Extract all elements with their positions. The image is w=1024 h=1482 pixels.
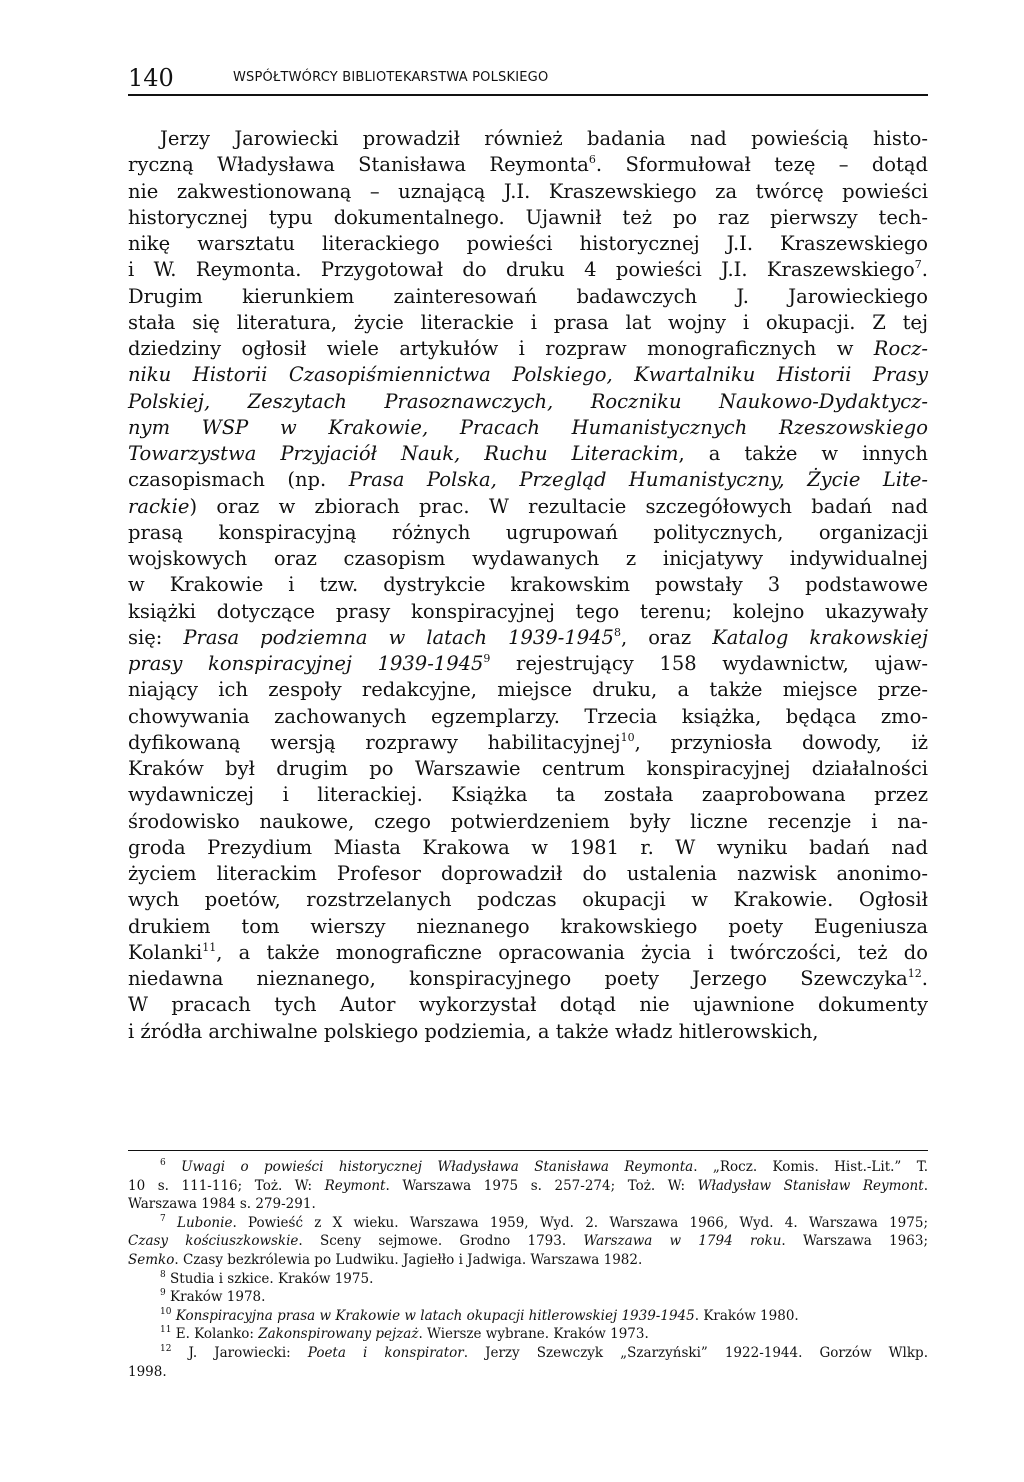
text-line: nikę warsztatu literackiego powieści historycznej J.I. Kraszewskiego: [128, 232, 928, 255]
text-line: prasą konspiracyjną różnych ugrupowań politycznych, organizacji: [128, 520, 928, 544]
footnote-ref: 10: [620, 730, 635, 744]
footnote-ref: 9: [483, 652, 491, 665]
text-line: życiem literackim Profesor doprowadził do ustalenia nazwisk anonimo-: [128, 862, 928, 885]
footnote-number: 8: [160, 1269, 166, 1280]
footnote-line: Czasy kościuszkowskie. Sceny sejmowe. Grodno 1793. Warszawa w 1794 roku. Warszawa 1963;: [128, 1233, 928, 1250]
footnote-line: $^6$ Uwagi o powieści historycznej Władysława Stanisława Reymonta. „Rocz. Komis. Hist.-Lit.” T.: [160, 1158, 929, 1175]
text-line: się: Prasa podziemna w latach 1939-1945$^8$, oraz Katalog krakowskiej: [128, 625, 928, 649]
text-line: prasy konspiracyjnej 1939-1945$^9$ rejestrujący 158 wydawnictw, ujaw-: [128, 652, 928, 675]
footnote-line: 1998.: [128, 1363, 167, 1380]
text-line: książki dotyczące prasy konspiracyjnej tego terenu; kolejno ukazywały: [128, 599, 928, 623]
footnote-ref: 12: [907, 967, 922, 980]
footnote-line: Semko. Czasy bezkrólewia po Ludwiku. Jagiełło i Jadwiga. Warszawa 1982.: [128, 1251, 643, 1268]
text-line: i W. Reymonta. Przygotował do druku 4 powieści J.I. Kraszewskiego$^7$.: [128, 258, 928, 282]
text-line: wydawniczej i literackiej. Książka ta została zaaprobowana przez: [128, 783, 928, 807]
text-line: i źródła archiwalne polskiego podziemia, a także władz hitlerowskich,: [128, 1019, 819, 1043]
text-line: niku Historii Czasopiśmiennictwa Polskiego, Kwartalniku Historii Prasy: [128, 363, 928, 387]
footnote-line: $^9$ Kraków 1978.: [160, 1288, 266, 1306]
footnote-line: $^7$ Lubonie. Powieść z X wieku. Warszawa 1959, Wyd. 2. Warszawa 1966, Wyd. 4. Warszawa 1975;: [160, 1213, 928, 1231]
text-line: Polskiej, Zeszytach Prasoznawczych, Roczniku Naukowo-Dydaktycz-: [128, 389, 928, 413]
text-line: niający ich zespoły redakcyjne, miejsce druku, a także miejsce prze-: [128, 678, 928, 702]
text-line: Kolanki$^{11}$, a także monograficzne opracowania życia i twórczości, też do: [128, 940, 928, 964]
header-rule: [128, 94, 928, 96]
text-line: wojskowych oraz czasopism wydawanych z inicjatywy indywidualnej: [128, 547, 928, 570]
footnote-line: $^{11}$ E. Kolanko: Zakonspirowany pejzaż. Wiersze wybrane. Kraków 1973.: [160, 1325, 649, 1343]
text-line: chowywania zachowanych egzemplarzy. Trzecia książka, będąca zmo-: [128, 704, 928, 728]
page-number: 140: [128, 64, 174, 92]
text-line: stała się literatura, życie literackie i prasa lat wojny i okupacji. Z tej: [128, 310, 928, 334]
footnotes: [128, 1158, 928, 1381]
text-line: dyfikowaną wersją rozprawy habilitacyjnej$^{10}$, przyniosła dowody, iż: [128, 730, 928, 754]
text-line: nym WSP w Krakowie, Pracach Humanistycznych Rzeszowskiego: [128, 415, 928, 439]
page-header: [128, 64, 928, 92]
text-line: środowisko naukowe, czego potwierdzeniem były liczne recenzje i na-: [128, 809, 928, 833]
text-line: Kraków był drugim po Warszawie centrum konspiracyjnej działalności: [128, 757, 928, 780]
footnote-line: Warszawa 1984 s. 279-291.: [128, 1196, 316, 1213]
footnote-ref: 6: [588, 153, 596, 167]
text-line: ryczną Władysława Stanisława Reymonta$^6$. Sformułował tezę – dotąd: [128, 153, 928, 177]
text-line: Towarzystwa Przyjaciół Nauk, Ruchu Literackim, a także w innych: [128, 442, 928, 465]
text-line: drukiem tom wierszy nieznanego krakowskiego poety Eugeniusza: [128, 914, 928, 938]
footnote-number: 6: [160, 1158, 166, 1168]
text-line: wych poetów, rozstrzelanych podczas okupacji w Krakowie. Ogłosił: [128, 888, 928, 912]
footnote-ref: 11: [202, 940, 217, 954]
footnote-number: 9: [160, 1288, 166, 1299]
text-line: niedawna nieznanego, konspiracyjnego poety Jerzego Szewczyka$^{12}$.: [128, 967, 928, 990]
footnote-line: $^{12}$ J. Jarowiecki: Poeta i konspirator. Jerzy Szewczyk „Szarzyński” 1922-1944. Gorzów Wlkp.: [160, 1343, 928, 1361]
text-line: rackie) oraz w zbiorach prac. W rezultacie szczegółowych badań nad: [128, 494, 928, 518]
running-title: WSPÓŁTWÓRCY BIBLIOTEKARSTWA POLSKIEGO: [233, 70, 549, 85]
footnote-rule: [128, 1150, 928, 1151]
text-line: historycznej typu dokumentalnego. Ujawnił też po raz pierwszy tech-: [128, 205, 928, 229]
footnote-ref: 8: [613, 625, 621, 639]
text-line: groda Prezydium Miasta Krakowa w 1981 r. W wyniku badań nad: [128, 835, 928, 859]
text-line: dziedziny ogłosił wiele artykułów i rozpraw monograficznych w Rocz-: [128, 337, 928, 360]
footnote-line: 10 s. 111-116; Toż. W: Reymont. Warszawa 1975 s. 257-274; Toż. W: Władysław Stanisław Reymont.: [128, 1177, 928, 1194]
body-text: [128, 126, 928, 1045]
footnote-number: 10: [160, 1306, 172, 1317]
footnote-line: $^8$ Studia i szkice. Kraków 1975.: [160, 1269, 374, 1287]
text-line: w Krakowie i tzw. dystrykcie krakowskim powstały 3 podstawowe: [128, 573, 928, 597]
footnote-number: 12: [160, 1343, 172, 1354]
text-line: czasopismach (np. Prasa Polska, Przegląd Humanistyczny, Życie Lite-: [128, 468, 929, 492]
footnote-line: $^{10}$ Konspiracyjna prasa w Krakowie w latach okupacji hitlerowskiej 1939-1945. Kraków 1980.: [160, 1306, 799, 1324]
footnote-number: 11: [160, 1325, 172, 1336]
footnote-number: 7: [160, 1213, 166, 1224]
text-line: Drugim kierunkiem zainteresowań badawczych J. Jarowieckiego: [128, 284, 928, 308]
footnote-ref: 7: [914, 258, 922, 272]
text-line: W pracach tych Autor wykorzystał dotąd nie ujawnione dokumenty: [128, 993, 928, 1017]
text-line: Jerzy Jarowiecki prowadził również badania nad powieścią histo-: [160, 127, 928, 150]
text-line: nie zakwestionowaną – uznającą J.I. Kraszewskiego za twórcę powieści: [128, 179, 928, 203]
